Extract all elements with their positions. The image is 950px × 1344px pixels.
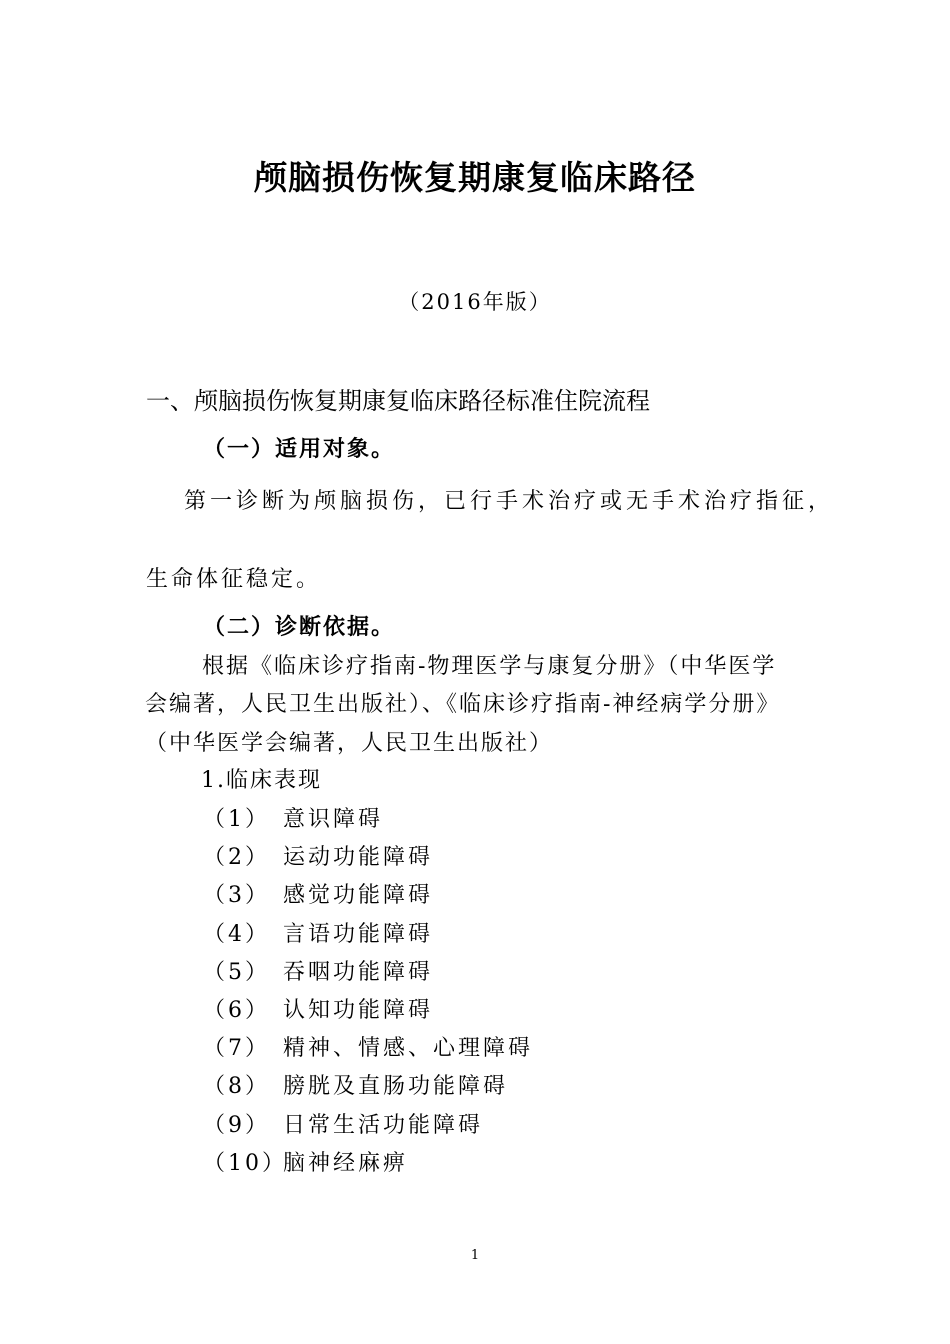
list-item-text: 意识障碍 xyxy=(283,807,384,832)
list-item-text: 精神、情感、心理障碍 xyxy=(283,1036,534,1061)
list-item-number: （4） xyxy=(203,922,270,947)
list-item-text: 言语功能障碍 xyxy=(283,922,434,947)
section-heading: 一、颅脑损伤恢复期康复临床路径标准住院流程 xyxy=(146,387,650,415)
reference-paragraph-line: 会编著，人民卫生出版社）、《临床诊疗指南-神经病学分册》 xyxy=(145,692,781,717)
list-item-number: （2） xyxy=(203,845,270,870)
list-item-number: （5） xyxy=(203,960,270,985)
subsection-heading-diagnostic-basis: （二）诊断依据。 xyxy=(203,615,396,640)
document-title: 颅脑损伤恢复期康复临床路径 xyxy=(254,158,696,197)
document-edition: （2016年版） xyxy=(398,290,552,314)
list-item-text: 脑神经麻痹 xyxy=(283,1151,409,1176)
list-item-number: （7） xyxy=(203,1036,270,1061)
applicable-subjects-paragraph-line: 第一诊断为颅脑损伤，已行手术治疗或无手术治疗指征， xyxy=(184,489,835,514)
list-item-text: 运动功能障碍 xyxy=(283,845,434,870)
list-item-number: （6） xyxy=(203,998,270,1023)
reference-paragraph-line: （中华医学会编著，人民卫生出版社） xyxy=(145,731,554,756)
list-item-text: 认知功能障碍 xyxy=(283,998,434,1023)
clinical-manifestations-heading: 1.临床表现 xyxy=(201,768,322,793)
applicable-subjects-paragraph-line: 生命体征稳定。 xyxy=(146,567,322,592)
subsection-heading-applicable-subjects: （一）适用对象。 xyxy=(203,437,396,462)
page-number: 1 xyxy=(470,1248,480,1263)
reference-paragraph-line: 根据《临床诊疗指南-物理医学与康复分册》（中华医学 xyxy=(202,654,777,679)
list-item-number: （10） xyxy=(203,1151,287,1176)
list-item-text: 日常生活功能障碍 xyxy=(283,1113,484,1138)
list-item-number: （1） xyxy=(203,807,270,832)
list-item-number: （8） xyxy=(203,1074,270,1099)
list-item-text: 吞咽功能障碍 xyxy=(283,960,434,985)
list-item-text: 膀胱及直肠功能障碍 xyxy=(283,1074,509,1099)
list-item-text: 感觉功能障碍 xyxy=(283,883,434,908)
list-item-number: （9） xyxy=(203,1113,270,1138)
list-item-number: （3） xyxy=(203,883,270,908)
